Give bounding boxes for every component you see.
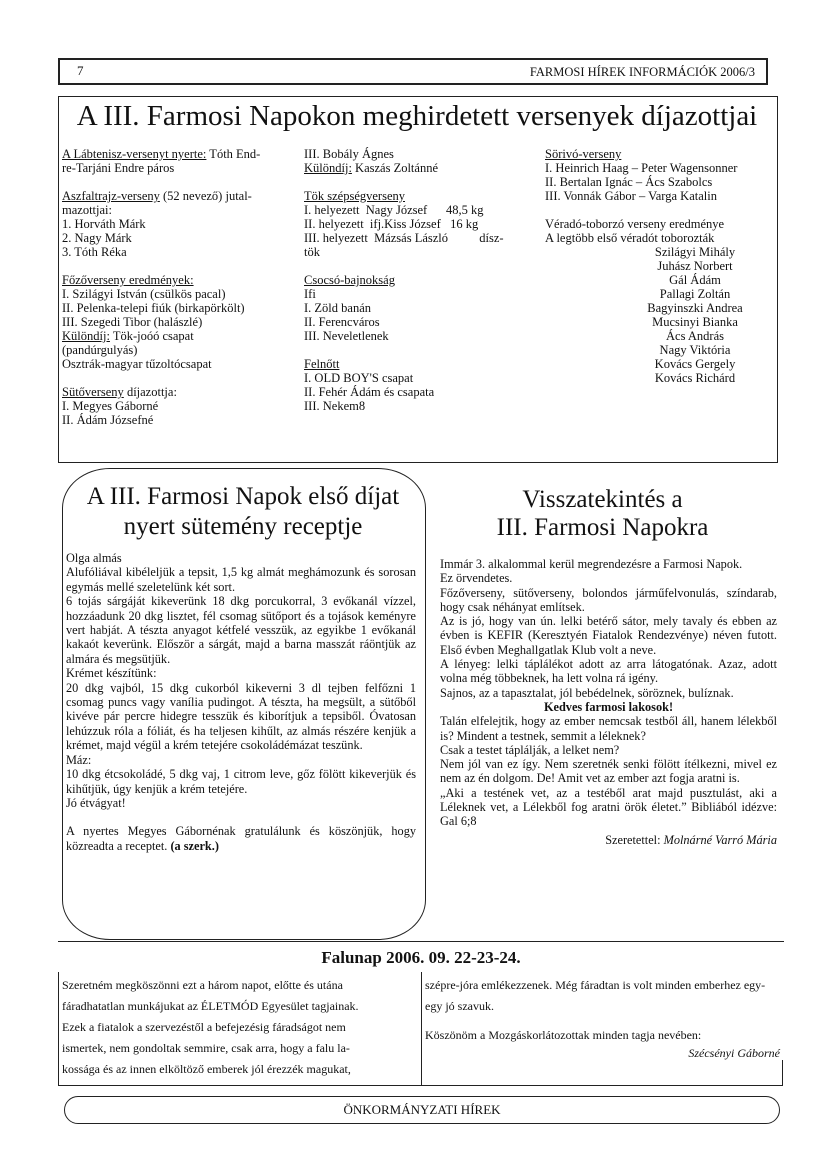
col2-heading: Tök szépségverseny [304,189,406,203]
col2-line [304,315,528,329]
blood-donor-name: Kovács Gergely [654,357,736,371]
blood-donor-name: Gál Ádám [669,273,721,287]
retro-paragraph: Sajnos, az a tapasztalat, jól bebédelnek, söröznek, bulíznak. [440,685,734,700]
col2-line [304,203,528,217]
recipe-title-1: A III. Farmosi Napok első díjat [86,483,400,510]
recipe-paragraph: 10 dkg étcsokoládé, 5 dkg vaj, 1 citrom leve, gőz fölött kikeverjük és kihűtjük, úgy kenjük a krém tetejére. [66,767,416,796]
recipe-paragraph: 6 tojás sárgáját kikeverünk 18 dkg porcukorral, 3 evőkanál vízzel, hozzáadunk 20 dkg lisztet, fél csomag sütőport és a tojások keményre vert habját. A tészta anyagot kétfelé vesszük, az egyikbe 1 evőkanál kakaót keverünk. Először a sárgát, majd a barna masszát ráöntjük az almára és megsütjük. [66,594,416,666]
col2-heading: Csocsó-bajnokság [304,273,395,287]
blood-donor-name: Juhász Norbert [657,259,733,273]
retro-paragraph: „Aki a testének vet, az a testéből arat majd pusztulást, aki a Léleknek vet, a Lélekből fog aratni örök életet.” Bibliából idézve: Gal 6;8 [440,785,777,829]
col1-heading: Különdíj: [62,329,110,343]
col2-line [304,301,528,315]
col2-line [304,217,528,231]
col3-text: A legtöbb első véradót toborozták [545,231,715,245]
col1-line [62,413,297,427]
col2-line [304,147,528,161]
col1-text: Tök-joóó csapat [109,329,194,343]
col1-line [62,189,297,203]
retro-paragraph: Főzőverseny, sütőverseny, bolondos járműfelvonulás, színdarab, hogy csak néhányat említsek. [440,585,777,614]
col2-text: I. Zöld banán [304,301,371,315]
blood-donor-name: Ács András [666,329,724,343]
col2-text: II. Ferencváros [304,315,380,329]
col1-line [62,343,297,357]
col1-text: Osztrák-magyar tűzoltócsapat [62,357,212,371]
retro-signoff [440,833,777,847]
retro-paragraph: Talán elfelejtik, hogy az ember nemcsak testből áll, hanem lélekből is? Mindent a testnek, semmit a léleknek? [440,714,777,743]
col2-line [304,189,528,203]
col2-text: I. helyezett Nagy József 48,5 kg [304,203,484,217]
falunap-right-paragraph-2: Köszönöm a Mozgáskorlátozottak minden tagja nevében: [425,1028,702,1042]
blood-donor-name: Bagyinszki Andrea [647,301,743,315]
col1-line [62,175,297,189]
col1-line [62,161,297,175]
blood-donor-name: Mucsinyi Bianka [652,315,738,329]
col1-line [62,203,297,217]
falunap-right-box [420,1060,783,1086]
col2-text: Ifi [304,287,316,301]
col2-text: III. Bobály Ágnes [304,147,394,161]
recipe-title-2: nyert sütemény receptje [123,513,363,540]
col2-text: I. OLD BOY'S csapat [304,371,414,385]
col2-text: III. Neveletlenek [304,329,389,343]
falunap-signature: Szécsényi Gáborné [688,1046,780,1060]
col1-line [62,385,297,399]
retro-title-1: Visszatekintés a [522,486,683,513]
col1-text: mazottjai: [62,203,112,217]
falunap-left-line: Szeretném megköszönni ezt a három napot, előtte és utána [62,978,343,992]
retro-paragraph: Az is jó, hogy van ún. lelki betérő sátor, mely tavaly és ebben az évben is KEFIR (Keresztyén Fiatalok Rendezvénye) néven futott. Első évben Meghallgatlak Klub volt a neve. [440,614,777,657]
col2-line [304,399,528,413]
col3-heading: Sörivó-verseny [545,147,622,161]
col3-line [545,161,775,175]
col1-text: I. Szilágyi István (csülkös pacal) [62,287,226,301]
col1-text: (52 nevező) jutal- [159,189,252,203]
recipe-author: (a szerk.) [170,838,219,853]
col1-line [62,357,297,371]
col2-line [304,343,528,357]
col1-line [62,329,297,343]
col2-line [304,273,528,287]
retro-signoff-prefix: Szeretettel: [605,832,664,847]
col2-text: III. Nekem8 [304,399,366,413]
blood-donor-name: Kovács Richárd [654,371,736,385]
recipe-body [66,551,416,853]
recipe-paragraph: Krémet készítünk: [66,666,157,681]
col2-text: III. helyezett Mázsás László dísz- [304,231,504,245]
winners-column-2 [304,147,528,413]
col2-line [304,161,528,175]
col2-text: II. helyezett ifj.Kiss József 16 kg [304,217,479,231]
col1-text: díjazottja: [123,385,177,399]
col1-heading: Sütőverseny [62,385,124,399]
col1-heading: A Lábtenisz-versenyt nyerte: [62,147,207,161]
col3-text: II. Bertalan Ignác – Ács Szabolcs [545,175,713,189]
col3-text: III. Vonnák Gábor – Varga Katalin [545,189,717,203]
falunap-right-paragraph-1: szépre-jóra emlékezzenek. Még fáradtan is volt minden emberhez egy-egy jó szavuk. [425,978,766,1013]
col3-line [545,175,775,189]
col3-line [545,217,775,231]
col2-line [304,245,528,259]
col1-line [62,287,297,301]
col2-line [304,259,528,273]
col2-heading: Felnőtt [304,357,340,371]
col2-text: II. Fehér Ádám és csapata [304,385,435,399]
col2-line [304,385,528,399]
recipe-thanks-text: A nyertes Megyes Gábornénak gratulálunk és köszönjük, hogy közreadta a receptet. [66,824,416,853]
retro-paragraph: Immár 3. alkalommal kerül megrendezésre a Farmosi Napok. [440,557,743,571]
col1-line [62,315,297,329]
col1-text: I. Megyes Gáborné [62,399,159,413]
recipe-paragraph: Jó étvágyat! [66,795,126,810]
col2-line [304,231,528,245]
blood-donor-name: Nagy Viktória [659,343,731,357]
col2-line [304,357,528,371]
col1-line [62,399,297,413]
retro-signoff-name: Molnárné Varró Mária [663,832,777,847]
col3-text: Véradó-toborzó verseny eredménye [545,217,725,231]
col1-text: 2. Nagy Márk [62,231,132,245]
col1-line [62,301,297,315]
col1-line [62,245,297,259]
retro-paragraph: Nem jól van ez így. Nem szeretnék senki fölött ítélkezni, mivel ez nem az én dolgom. De! Amit vet az ember azt fogja aratni is. [440,757,777,786]
col1-line [62,259,297,273]
col3-text: I. Heinrich Haag – Peter Wagensonner [545,161,738,175]
col2-line [304,329,528,343]
falunap-left-line: fáradhatatlan munkájukat az ÉLETMÓD Egyesület tagjainak. [62,999,359,1013]
col3-line [545,189,775,203]
col2-line [304,287,528,301]
col2-text: Kaszás Zoltánné [351,161,438,175]
blood-donor-name: Pallagi Zoltán [659,287,731,301]
col2-line [304,175,528,189]
retro-body [440,557,777,847]
col3-line [545,203,775,217]
recipe-paragraph: Olga almás [66,551,122,565]
col1-text: II. Ádám Józsefné [62,413,154,427]
col1-text: III. Szegedi Tibor (halászlé) [62,315,203,329]
col1-text: (pandúrgulyás) [62,343,138,357]
col2-line [304,371,528,385]
page-header [58,58,768,85]
col1-text: Tóth End- [206,147,261,161]
col1-line [62,147,297,161]
col3-line [545,231,775,245]
falunap-left-line: ismertek, nem gondoltak semmire, csak arra, hogy a falu la- [62,1041,350,1055]
falunap-right-text [425,975,780,1060]
page-number: 7 [77,63,84,78]
col1-line [62,231,297,245]
winners-column-3 [545,147,775,385]
retro-paragraph: Csak a testet táplálják, a lelket nem? [440,742,620,757]
falunap-divider [58,941,784,942]
winners-column-1 [62,147,297,427]
col1-text: 3. Tóth Réka [62,245,127,259]
col1-text: 1. Horváth Márk [62,217,146,231]
col2-heading: Különdíj: [304,161,352,175]
section-footer: ÖNKORMÁNYZATI HÍREK [64,1096,780,1124]
retro-title-2: III. Farmosi Napokra [496,514,709,541]
col3-line [545,147,775,161]
retro-greeting: Kedves farmosi lakosok! [543,699,674,714]
col1-text: re-Tarjáni Endre páros [62,161,175,175]
recipe-paragraph: Alufóliával kibéleljük a tepsit, 1,5 kg almát meghámozunk és sorosan egymás mellé szeletelünk két sort. [66,565,416,594]
publication-title: FARMOSI HÍREK INFORMÁCIÓK 2006/3 [529,65,755,79]
recipe-thanks [66,824,416,853]
recipe-paragraph: Máz: [66,752,92,767]
col1-text: II. Pelenka-telepi fiúk (birkapörkölt) [62,301,245,315]
col2-text: tök [304,245,320,259]
col1-line [62,273,297,287]
blood-donor-name: Szilágyi Mihály [654,245,736,259]
recipe-paragraph: 20 dkg vajból, 15 dkg cukorból kikeverni 3 dl tejben felfőzni 1 csomag puncs vagy vanília pudingot. A tészta, ha megsült, a sütőből kivéve pár percre hidegre tesszük és kiborítjuk a tepsiből. Óvatosan lehúzzuk róla a fóliát, és ha teljesen kihűlt, az almás részére kenjük a krémet, majd végül a krém tetejére csokoládémázat teszünk. [66,680,416,753]
col1-line [62,217,297,231]
falunap-left-line: Ezek a fiatalok a szervezéstől a befejezésig fáradságot nem [62,1020,346,1034]
winners-title: A III. Farmosi Napokon meghirdetett versenyek díjazottjai [76,100,758,132]
falunap-left-line: kossága és az innen elköltöző emberek jól érezzék magukat, [62,1062,351,1076]
falunap-title: Falunap 2006. 09. 22-23-24. [321,948,521,967]
col1-heading: Aszfaltrajz-verseny [62,189,160,203]
col1-line [62,371,297,385]
retro-paragraph: A lényeg: lelki táplálékot adott az arra látogatónak. Azaz, adott volna még többeknek, ha lett volna rá igény. [440,657,777,686]
falunap-left-text [62,975,418,1080]
retro-paragraph: Ez örvendetes. [440,571,513,586]
col1-heading: Főzőverseny eredmények: [62,273,194,287]
